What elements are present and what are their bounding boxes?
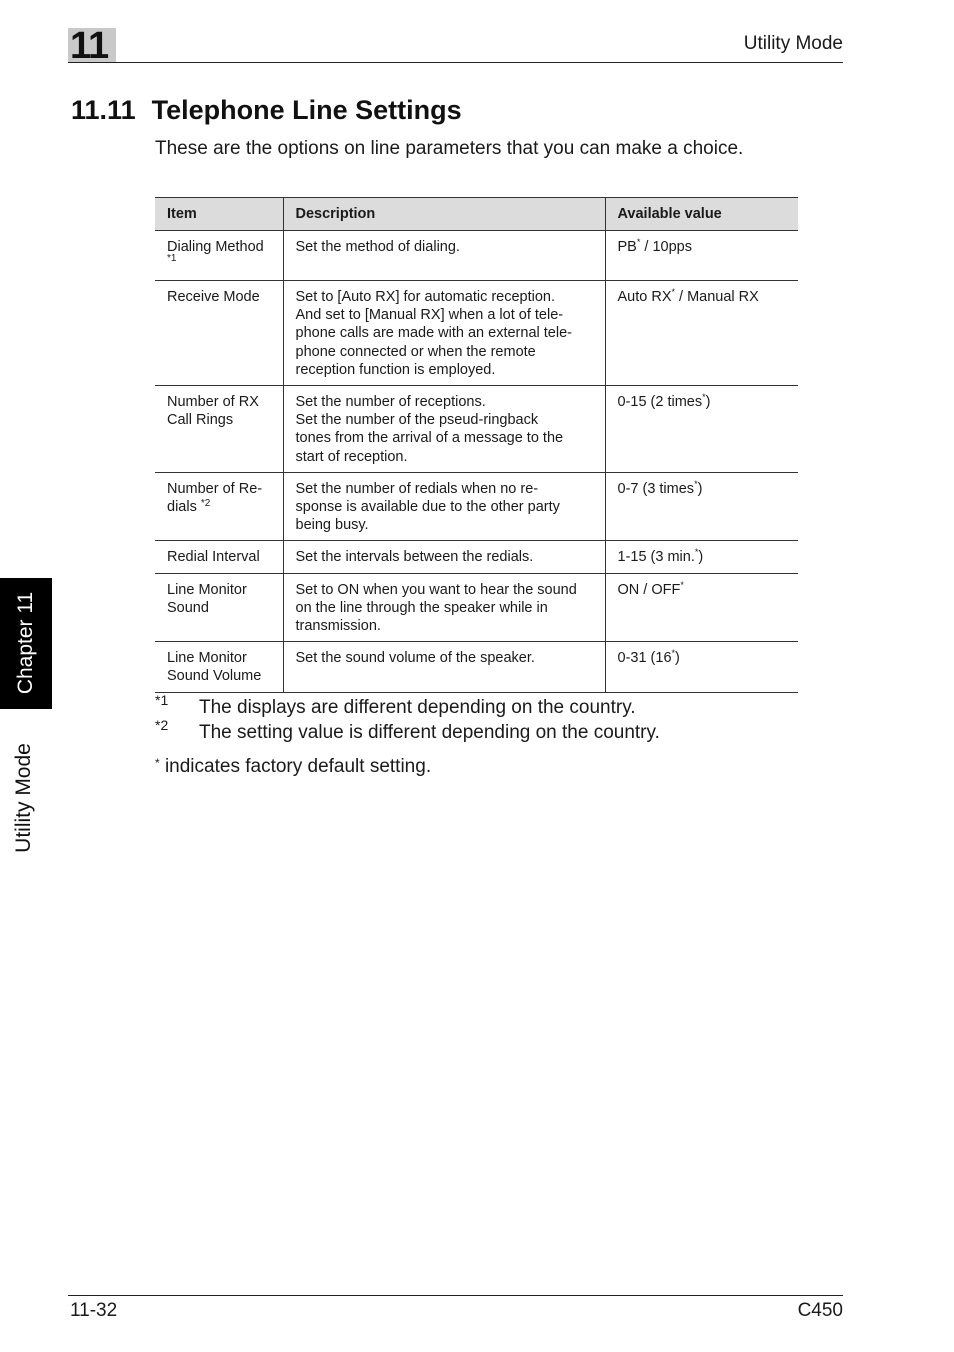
- item-label: Line Monitor Sound: [167, 581, 247, 616]
- item-cell: [155, 573, 283, 642]
- table-row: [155, 642, 798, 692]
- default-marker: *: [694, 479, 698, 489]
- value-text: ): [697, 480, 703, 497]
- available-value-cell: [605, 386, 798, 473]
- value-text: ): [705, 394, 711, 411]
- section-heading: [71, 95, 462, 126]
- model-name: C450: [797, 1300, 843, 1321]
- description-cell: [283, 472, 605, 541]
- column-header-available-value: Available value: [605, 198, 798, 231]
- value-text: ): [675, 650, 680, 667]
- column-header-item: Item: [155, 198, 283, 231]
- description-line: phone connected or when the remote: [295, 343, 536, 360]
- running-header-title: Utility Mode: [743, 33, 843, 54]
- header-divider: [68, 62, 843, 63]
- value-text: / Manual RX: [675, 289, 759, 305]
- available-value-cell: [605, 642, 798, 692]
- default-marker: *: [636, 237, 641, 248]
- description-line: Set the intervals between the redials.: [295, 549, 534, 566]
- available-value-cell: [605, 573, 798, 642]
- available-value-cell: [605, 541, 798, 573]
- value-text: 0-7 (3 times: [617, 480, 695, 497]
- table-row: [155, 541, 798, 573]
- item-label: Receive Mode: [167, 289, 260, 305]
- value-text: PB: [617, 239, 637, 255]
- description-line: And set to [Manual RX] when a lot of tele-: [295, 307, 564, 324]
- description-line: Set to ON when you want to hear the sound: [295, 581, 577, 598]
- default-marker: *: [671, 648, 676, 659]
- description-cell: [283, 642, 605, 692]
- description-line: reception function is employed.: [295, 361, 496, 378]
- page-number: 11-32: [70, 1300, 118, 1321]
- description-cell: [283, 231, 605, 281]
- footnote-mark: *2: [155, 717, 169, 733]
- value-text: / 10pps: [640, 239, 692, 255]
- description-line: Set the number of receptions.: [295, 394, 486, 411]
- factory-default-text: indicates factory default setting.: [159, 756, 432, 777]
- default-marker: *: [694, 547, 699, 558]
- item-footnote-ref: *1: [167, 253, 177, 265]
- table-header-row: [155, 198, 798, 231]
- table-row: [155, 386, 798, 473]
- description-line: Set to [Auto RX] for automatic reception.: [295, 289, 556, 305]
- mode-side-label: Utility Mode: [12, 743, 35, 853]
- item-label: Dialing Method: [167, 239, 264, 255]
- description-line: Set the method of dialing.: [295, 239, 460, 255]
- default-marker: *: [680, 579, 684, 590]
- value-text: 1-15 (3 min.: [617, 549, 695, 566]
- description-line: Set the number of the pseud-ringback: [295, 412, 539, 429]
- table-row: [155, 472, 798, 541]
- column-header-description: Description: [283, 198, 605, 231]
- item-cell: [155, 472, 283, 541]
- footnote-mark: *1: [155, 692, 169, 708]
- value-text: 0-15 (2 times: [617, 394, 703, 411]
- available-value-cell: [605, 231, 798, 281]
- item-cell: [155, 231, 283, 281]
- asterisk-mark: *: [155, 756, 160, 770]
- default-marker: *: [702, 392, 706, 403]
- description-cell: [283, 573, 605, 642]
- footnote-text: The setting value is different depending on the country.: [199, 722, 660, 743]
- description-line: Set the sound volume of the speaker.: [295, 650, 535, 667]
- item-cell: [155, 386, 283, 473]
- available-value-cell: [605, 472, 798, 541]
- description-line: tones from the arrival of a message to the: [295, 430, 564, 447]
- factory-default-note: [155, 756, 431, 778]
- item-footnote-ref: *2: [200, 498, 211, 510]
- description-line: phone calls are made with an external tele-: [295, 325, 572, 342]
- section-number: 11.11: [71, 95, 136, 125]
- section-title: Telephone Line Settings: [151, 95, 462, 125]
- table-row: [155, 573, 798, 642]
- item-label: Number of Re-dials: [167, 480, 263, 516]
- section-intro: These are the options on line parameters that you can make a choice.: [155, 138, 744, 159]
- table-row: [155, 231, 798, 281]
- description-cell: [283, 541, 605, 573]
- table-row: [155, 281, 798, 386]
- value-text: ON / OFF: [617, 581, 681, 598]
- table-body: [155, 231, 798, 693]
- value-text: 0-31 (16: [617, 650, 672, 667]
- telephone-line-settings-table: [155, 197, 798, 693]
- chapter-number: 11: [70, 25, 109, 67]
- description-line: transmission.: [295, 618, 381, 635]
- item-cell: [155, 642, 283, 692]
- value-text: Auto RX: [617, 289, 672, 305]
- description-line: being busy.: [295, 517, 369, 534]
- description-line: on the line through the speaker while in: [295, 599, 548, 616]
- footnote-text: The displays are different depending on the country.: [199, 697, 636, 718]
- item-cell: [155, 541, 283, 573]
- footer-divider: [68, 1295, 843, 1296]
- chapter-side-tab-label: Chapter 11: [14, 591, 37, 695]
- item-label: Redial Interval: [167, 549, 260, 566]
- description-line: Set the number of redials when no re-: [295, 480, 539, 497]
- item-label: Line Monitor Sound Volume: [167, 650, 262, 685]
- item-label: Number of RX Call Rings: [167, 394, 259, 429]
- available-value-cell: [605, 281, 798, 386]
- description-cell: [283, 386, 605, 473]
- value-text: ): [698, 549, 704, 566]
- default-marker: *: [671, 287, 676, 298]
- description-line: sponse is available due to the other party: [295, 499, 560, 516]
- description-line: start of reception.: [295, 448, 408, 465]
- item-cell: [155, 281, 283, 386]
- description-cell: [283, 281, 605, 386]
